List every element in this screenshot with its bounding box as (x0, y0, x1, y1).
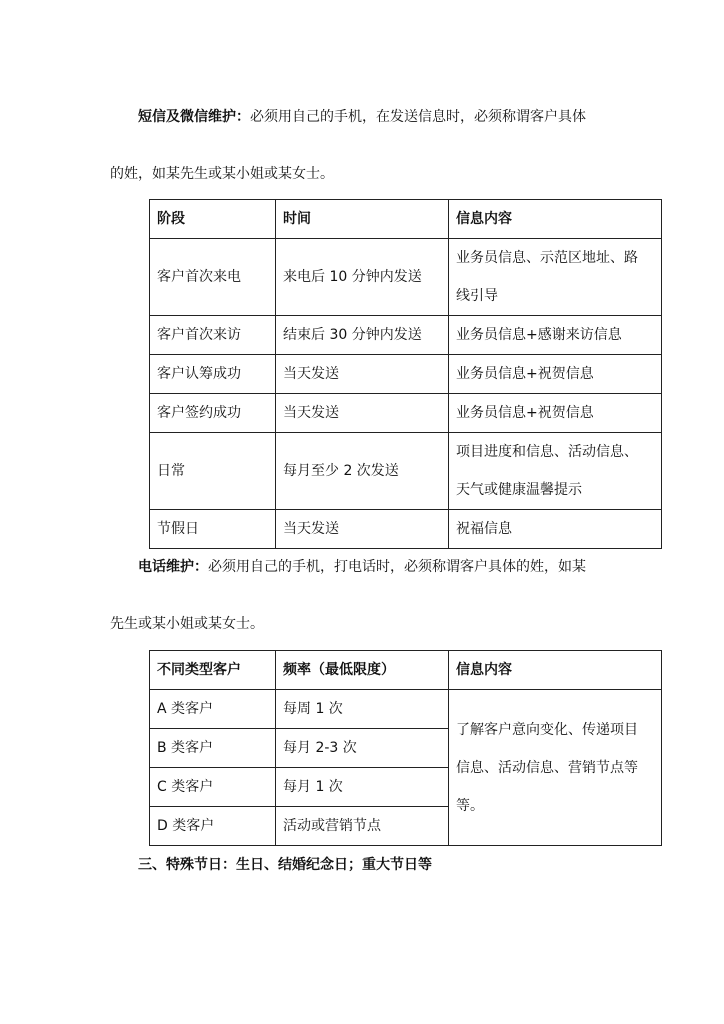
phone-text-line2: 先生或某小姐或某女士。 (110, 616, 264, 632)
phone-text-line1: 必须用自己的手机，打电话时，必须称谓客户具体的姓，如某 (208, 559, 586, 575)
content-cell: 业务员信息+祝贺信息 (449, 394, 662, 433)
content-line1: 项目进度和信息、活动信息、 (456, 444, 638, 460)
stage-cell: 节假日 (150, 510, 276, 549)
header-type: 不同类型客户 (150, 651, 276, 690)
content-line2: 信息、活动信息、营销节点等 (456, 759, 638, 776)
stage-cell: 客户首次来访 (150, 316, 276, 355)
stage-cell: 客户签约成功 (150, 394, 276, 433)
table-row (150, 394, 662, 433)
table-row (150, 316, 662, 355)
type-cell: D 类客户 (150, 807, 276, 846)
stage-cell: 日常 (150, 433, 276, 510)
phone-heading: 电话维护： (138, 559, 208, 575)
content-line3: 等。 (456, 797, 484, 814)
time-cell: 每月至少 2 次发送 (276, 433, 449, 510)
time-cell: 当天发送 (276, 394, 449, 433)
table-row (150, 510, 662, 549)
sms-heading: 短信及微信维护： (138, 109, 250, 125)
table-header-row (150, 651, 662, 690)
header-content: 信息内容 (449, 200, 662, 239)
phone-table (149, 650, 662, 846)
table-row (150, 690, 662, 729)
sms-table (149, 199, 662, 549)
frequency-cell: 每周 1 次 (276, 690, 449, 729)
content-line1: 业务员信息、示范区地址、路 (456, 250, 638, 266)
time-cell: 当天发送 (276, 510, 449, 549)
content-line2: 线引导 (456, 288, 498, 304)
content-line2: 天气或健康温馨提示 (456, 482, 582, 498)
header-frequency: 频率（最低限度） (276, 651, 449, 690)
content-line1: 了解客户意向变化、传递项目 (456, 721, 638, 738)
header-stage: 阶段 (150, 200, 276, 239)
time-cell: 当天发送 (276, 355, 449, 394)
table-header-row (150, 200, 662, 239)
special-holidays-heading: 三、特殊节日：生日、结婚纪念日；重大节日等 (138, 857, 432, 873)
content-cell: 祝福信息 (449, 510, 662, 549)
header-content: 信息内容 (449, 651, 662, 690)
type-cell: B 类客户 (150, 729, 276, 768)
frequency-cell: 每月 2-3 次 (276, 729, 449, 768)
frequency-cell: 活动或营销节点 (276, 807, 449, 846)
table-row (150, 433, 662, 510)
type-cell: A 类客户 (150, 690, 276, 729)
time-cell: 结束后 30 分钟内发送 (276, 316, 449, 355)
content-cell: 业务员信息+感谢来访信息 (449, 316, 662, 355)
sms-paragraph-line1 (110, 107, 648, 127)
content-cell (449, 433, 662, 510)
stage-cell: 客户首次来电 (150, 239, 276, 316)
stage-cell: 客户认筹成功 (150, 355, 276, 394)
phone-paragraph-line1 (110, 557, 648, 577)
content-cell (449, 690, 662, 846)
time-cell: 来电后 10 分钟内发送 (276, 239, 449, 316)
type-cell: C 类客户 (150, 768, 276, 807)
table-row (150, 239, 662, 316)
header-time: 时间 (276, 200, 449, 239)
sms-text-line1: 必须用自己的手机，在发送信息时，必须称谓客户具体 (250, 109, 586, 125)
sms-text-line2: 的姓，如某先生或某小姐或某女士。 (110, 166, 334, 182)
content-cell: 业务员信息+祝贺信息 (449, 355, 662, 394)
content-cell (449, 239, 662, 316)
frequency-cell: 每月 1 次 (276, 768, 449, 807)
table-row (150, 355, 662, 394)
